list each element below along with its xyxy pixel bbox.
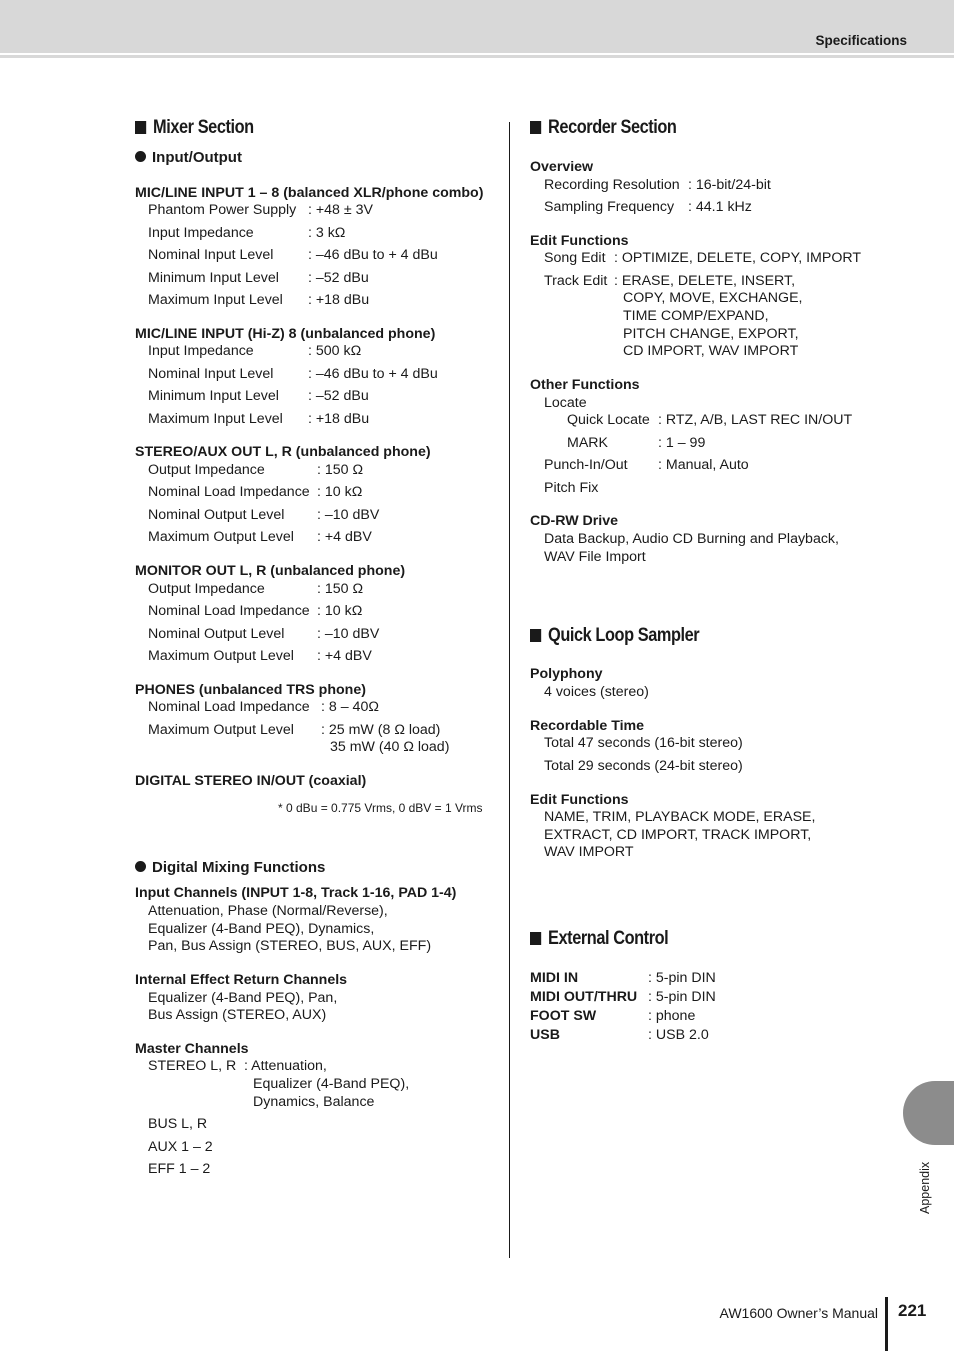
text-line: NAME, TRIM, PLAYBACK MODE, ERASE, xyxy=(544,809,816,825)
edit-functions-title: Edit Functions xyxy=(530,233,629,249)
text-line: Pan, Bus Assign (STEREO, BUS, AUX, EFF) xyxy=(148,938,432,954)
text-line: EFF 1 – 2 xyxy=(148,1161,211,1177)
spec-label: Input Impedance xyxy=(148,225,254,241)
text-line: Total 29 seconds (24-bit stereo) xyxy=(544,758,743,774)
recorder-section-heading: Recorder Section xyxy=(530,117,676,139)
column-divider xyxy=(509,122,510,1258)
spec-value: : 16-bit/24-bit xyxy=(688,177,771,193)
text-line: Total 47 seconds (16-bit stereo) xyxy=(544,735,743,751)
header-band xyxy=(0,0,954,53)
text-line: Data Backup, Audio CD Burning and Playback, xyxy=(544,531,839,547)
text-line: Bus Assign (STEREO, AUX) xyxy=(148,1007,327,1023)
text-line: Dynamics, Balance xyxy=(253,1094,375,1110)
spec-value: : –10 dBV xyxy=(317,626,380,642)
manual-title: AW1600 Owner’s Manual xyxy=(719,1305,878,1321)
spec-value: : 1 – 99 xyxy=(658,435,706,451)
appendix-tab-label: Appendix xyxy=(918,1161,932,1214)
spec-label: Input Impedance xyxy=(148,343,254,359)
overview-title: Overview xyxy=(530,159,594,175)
external-control-heading: External Control xyxy=(530,928,668,950)
spec-value: : 150 Ω xyxy=(317,462,364,478)
text-line: AUX 1 – 2 xyxy=(148,1139,213,1155)
stereo-aux-out-title: STEREO/AUX OUT L, R (unbalanced phone) xyxy=(135,444,431,460)
page-number: 221 xyxy=(898,1301,927,1320)
spec-value: : OPTIMIZE, DELETE, COPY, IMPORT xyxy=(614,250,862,266)
circle-bullet-icon xyxy=(135,151,146,162)
spec-label: Nominal Load Impedance xyxy=(148,699,310,715)
square-bullet-icon xyxy=(530,121,541,134)
text-line: Equalizer (4-Band PEQ), Dynamics, xyxy=(148,921,375,937)
spec-label: Recording Resolution xyxy=(544,177,680,193)
mic-line-input-1-8-title: MIC/LINE INPUT 1 – 8 (balanced XLR/phone combo) xyxy=(135,185,484,201)
square-bullet-icon xyxy=(530,932,541,945)
spec-label: FOOT SW xyxy=(530,1008,597,1024)
spec-value: : 10 kΩ xyxy=(317,484,363,500)
spec-value: : 10 kΩ xyxy=(317,603,363,619)
text-line: BUS L, R xyxy=(148,1116,208,1132)
spec-label: Nominal Load Impedance xyxy=(148,484,310,500)
spec-label: Song Edit xyxy=(544,250,606,266)
spec-value: : RTZ, A/B, LAST REC IN/OUT xyxy=(658,412,853,428)
spec-value: : 5-pin DIN xyxy=(648,970,716,986)
spec-label: Output Impedance xyxy=(148,581,265,597)
digital-stereo-title: DIGITAL STEREO IN/OUT (coaxial) xyxy=(135,773,367,789)
spec-value: : +4 dBV xyxy=(317,529,372,545)
spec-value: : ERASE, DELETE, INSERT, xyxy=(614,273,796,289)
dbu-footnote: * 0 dBu = 0.775 Vrms, 0 dBV = 1 Vrms xyxy=(278,801,483,815)
spec-value: : –10 dBV xyxy=(317,507,380,523)
header-rule xyxy=(0,55,954,58)
spec-label: Quick Locate xyxy=(567,412,650,428)
spec-value: : USB 2.0 xyxy=(648,1027,709,1043)
spec-label: Minimum Input Level xyxy=(148,388,279,404)
spec-value-continued: CD IMPORT, WAV IMPORT xyxy=(623,343,799,359)
text-line: Equalizer (4-Band PEQ), xyxy=(253,1076,410,1092)
spec-value: : 500 kΩ xyxy=(308,343,362,359)
spec-value-continued: COPY, MOVE, EXCHANGE, xyxy=(623,290,803,306)
spec-label: Punch-In/Out xyxy=(544,457,628,473)
spec-label: Maximum Output Level xyxy=(148,722,294,738)
spec-value: : +48 ± 3V xyxy=(308,202,373,218)
square-bullet-icon xyxy=(135,121,146,134)
polyphony-title: Polyphony xyxy=(530,666,603,682)
phones-title: PHONES (unbalanced TRS phone) xyxy=(135,682,366,698)
input-channels-title: Input Channels (INPUT 1-8, Track 1-16, PAD 1-4) xyxy=(135,885,457,901)
appendix-thumb-tab xyxy=(903,1081,954,1145)
monitor-out-title: MONITOR OUT L, R (unbalanced phone) xyxy=(135,563,406,579)
quick-loop-sampler-heading: Quick Loop Sampler xyxy=(530,625,699,647)
cd-rw-drive-title: CD-RW Drive xyxy=(530,513,619,529)
spec-label: Output Impedance xyxy=(148,462,265,478)
spec-label: Maximum Output Level xyxy=(148,529,294,545)
square-bullet-icon xyxy=(530,629,541,642)
spec-label: Nominal Output Level xyxy=(148,507,285,523)
spec-value: : +18 dBu xyxy=(308,411,370,427)
spec-value: : –46 dBu to + 4 dBu xyxy=(308,366,438,382)
other-functions-title: Other Functions xyxy=(530,377,640,393)
spec-value: : 150 Ω xyxy=(317,581,364,597)
text-line: Locate xyxy=(544,395,587,411)
spec-label: MIDI IN xyxy=(530,970,579,986)
spec-value: : +18 dBu xyxy=(308,292,370,308)
text-line: Pitch Fix xyxy=(544,480,599,496)
text-line: : Attenuation, xyxy=(244,1058,327,1074)
spec-label: USB xyxy=(530,1027,560,1043)
internal-effect-title: Internal Effect Return Channels xyxy=(135,972,348,988)
spec-label: MIDI OUT/THRU xyxy=(530,989,638,1005)
text-line: Attenuation, Phase (Normal/Reverse), xyxy=(148,903,388,919)
spec-value: : –52 dBu xyxy=(308,388,369,404)
digital-mixing-heading: Digital Mixing Functions xyxy=(135,859,325,876)
spec-label: STEREO L, R xyxy=(148,1058,237,1074)
master-channels-title: Master Channels xyxy=(135,1041,249,1057)
recordable-time-title: Recordable Time xyxy=(530,718,645,734)
footer-rule xyxy=(885,1297,888,1351)
text-line: WAV IMPORT xyxy=(544,844,634,860)
spec-label: MARK xyxy=(567,435,608,451)
spec-label: Sampling Frequency xyxy=(544,199,675,215)
spec-label: Nominal Output Level xyxy=(148,626,285,642)
spec-value: : –52 dBu xyxy=(308,270,369,286)
spec-label: Nominal Load Impedance xyxy=(148,603,310,619)
spec-label: Phantom Power Supply xyxy=(148,202,297,218)
spec-value: : 3 kΩ xyxy=(308,225,346,241)
circle-bullet-icon xyxy=(135,861,146,872)
spec-label: Maximum Output Level xyxy=(148,648,294,664)
spec-label: Minimum Input Level xyxy=(148,270,279,286)
sampler-edit-functions-title: Edit Functions xyxy=(530,792,629,808)
spec-label: Nominal Input Level xyxy=(148,366,274,382)
text-line: WAV File Import xyxy=(544,549,646,565)
spec-value: : +4 dBV xyxy=(317,648,372,664)
mic-line-input-hiz-title: MIC/LINE INPUT (Hi-Z) 8 (unbalanced phone) xyxy=(135,326,436,342)
spec-value: : Manual, Auto xyxy=(658,457,749,473)
spec-value: : 8 – 40Ω xyxy=(321,699,379,715)
text-line: Equalizer (4-Band PEQ), Pan, xyxy=(148,990,338,1006)
spec-value: : 25 mW (8 Ω load) xyxy=(321,722,441,738)
spec-value-continued: 35 mW (40 Ω load) xyxy=(330,739,450,755)
text-line: EXTRACT, CD IMPORT, TRACK IMPORT, xyxy=(544,827,812,843)
spec-value: : phone xyxy=(648,1008,696,1024)
spec-label: Nominal Input Level xyxy=(148,247,274,263)
spec-label: Track Edit xyxy=(544,273,608,289)
spec-value-continued: PITCH CHANGE, EXPORT, xyxy=(623,326,799,342)
spec-value: : 44.1 kHz xyxy=(688,199,752,215)
input-output-heading: Input/Output xyxy=(135,149,242,166)
spec-label: Maximum Input Level xyxy=(148,411,283,427)
text-line: 4 voices (stereo) xyxy=(544,684,649,700)
spec-value-continued: TIME COMP/EXPAND, xyxy=(623,308,769,324)
running-header-title: Specifications xyxy=(815,33,907,48)
spec-label: Maximum Input Level xyxy=(148,292,283,308)
spec-value: : –46 dBu to + 4 dBu xyxy=(308,247,438,263)
spec-value: : 5-pin DIN xyxy=(648,989,716,1005)
mixer-section-heading: Mixer Section xyxy=(135,117,254,139)
